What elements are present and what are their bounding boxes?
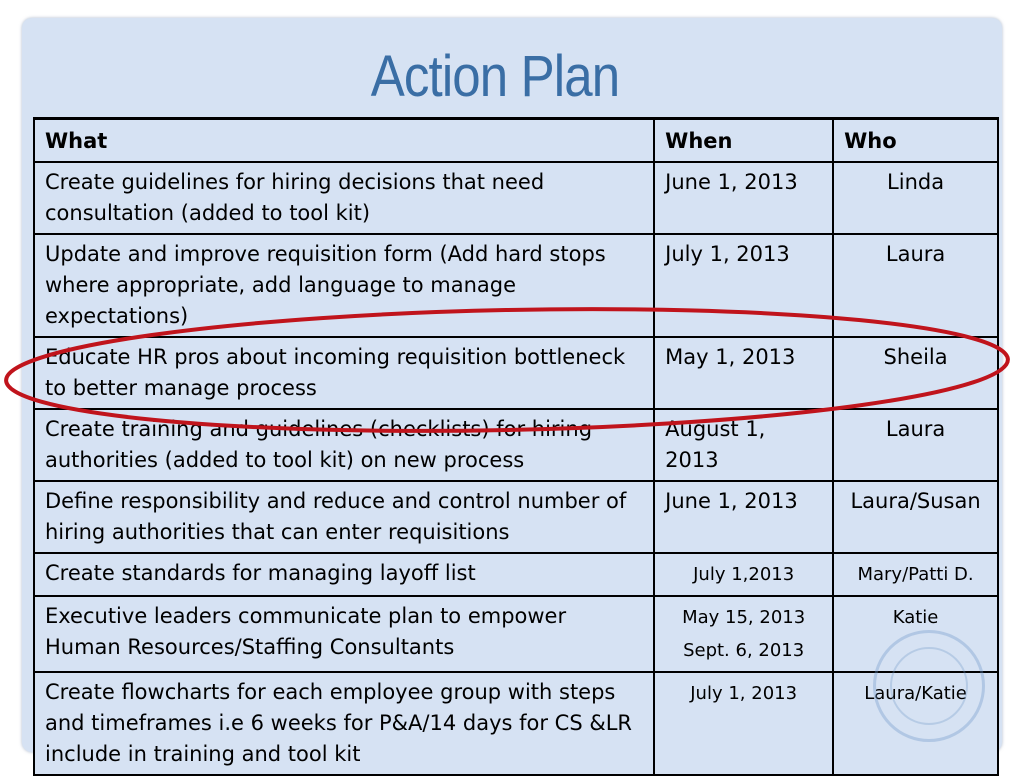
- action-plan-table: [33, 117, 999, 776]
- table-row: [34, 481, 998, 553]
- table-row: [34, 672, 998, 775]
- column-header-who: Who: [833, 119, 998, 163]
- cell-when: June 1, 2013: [654, 481, 833, 553]
- table-row: [34, 596, 998, 672]
- column-header-when: When: [654, 119, 833, 163]
- cell-what: Create flowcharts for each employee group with steps and timeframes i.e 6 weeks for P&A/14 days for CS &LR include in training and tool kit: [34, 672, 654, 775]
- table-row: [34, 162, 998, 234]
- table-row: [34, 234, 998, 337]
- table-row: [34, 553, 998, 596]
- cell-when: May 1, 2013: [654, 337, 833, 409]
- cell-what: Create guidelines for hiring decisions that need consultation (added to tool kit): [34, 162, 654, 234]
- table-row: [34, 409, 998, 481]
- cell-what: Executive leaders communicate plan to empower Human Resources/Staffing Consultants: [34, 596, 654, 672]
- cell-who: Laura/Susan: [833, 481, 998, 553]
- cell-when: June 1, 2013: [654, 162, 833, 234]
- cell-who: Laura/Katie: [833, 672, 998, 775]
- when-date-2: Sept. 6, 2013: [683, 640, 805, 661]
- cell-when: July 1,2013: [654, 553, 833, 596]
- cell-when: [654, 596, 833, 672]
- column-header-what: What: [34, 119, 654, 163]
- cell-who: Linda: [833, 162, 998, 234]
- cell-who: Katie: [833, 596, 998, 672]
- when-date-1: May 15, 2013: [682, 607, 806, 628]
- cell-when: July 1, 2013: [654, 672, 833, 775]
- slide-title: Action Plan: [370, 44, 620, 109]
- cell-what: Define responsibility and reduce and control number of hiring authorities that can enter requisitions: [34, 481, 654, 553]
- cell-what: Update and improve requisition form (Add hard stops where appropriate, add language to manage expectations): [34, 234, 654, 337]
- cell-when: August 1, 2013: [654, 409, 833, 481]
- cell-who: Sheila: [833, 337, 998, 409]
- cell-who: Laura: [833, 409, 998, 481]
- cell-what: Create standards for managing layoff list: [34, 553, 654, 596]
- cell-who: Laura: [833, 234, 998, 337]
- table-header-row: [34, 119, 998, 163]
- cell-what: Educate HR pros about incoming requisition bottleneck to better manage process: [34, 337, 654, 409]
- cell-who: Mary/Patti D.: [833, 553, 998, 596]
- cell-what: Create training and guidelines (checklists) for hiring authorities (added to tool kit) on new process: [34, 409, 654, 481]
- cell-when: July 1, 2013: [654, 234, 833, 337]
- table-row: [34, 337, 998, 409]
